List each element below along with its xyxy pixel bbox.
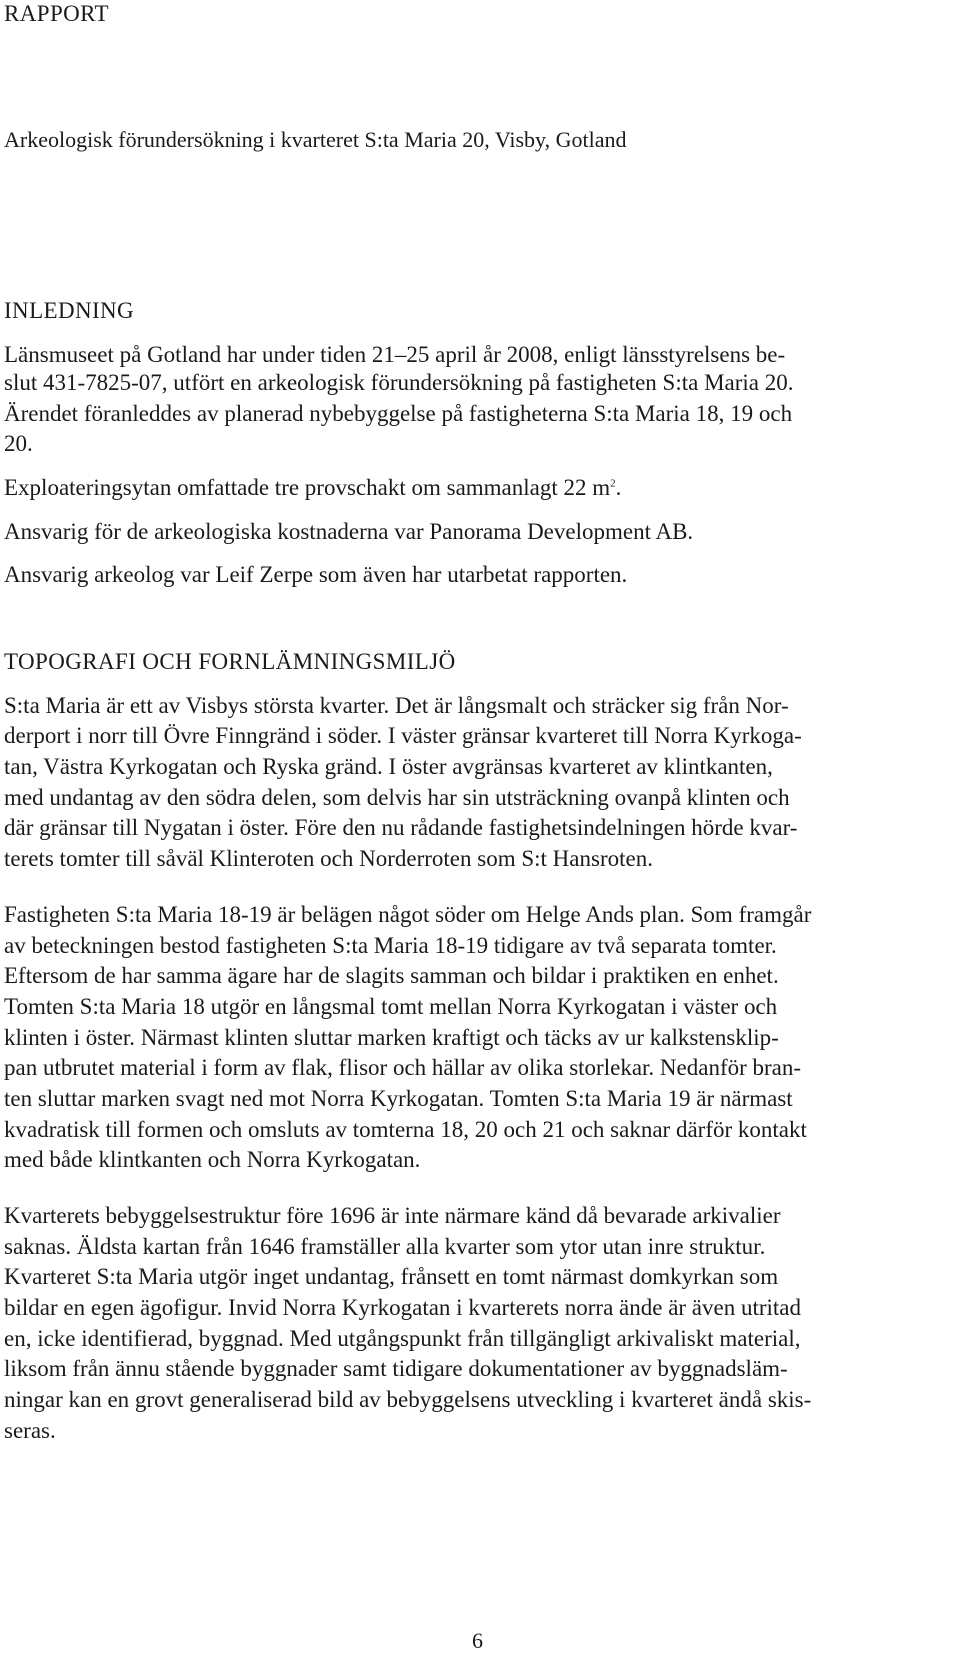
paragraph-line: ten sluttar marken svagt ned mot Norra Kyrkogatan. Tomten S:ta Maria 19 är närmast (4, 1086, 793, 1111)
paragraph-line: av beteckningen bestod fastigheten S:ta Maria 18-19 tidigare av två separata tomter. (4, 933, 777, 958)
report-label: RAPPORT (4, 1, 109, 26)
report-title: Arkeologisk förundersökning i kvarteret S:ta Maria 20, Visby, Gotland (4, 127, 627, 152)
paragraph-line: Länsmuseet på Gotland har under tiden 21–25 april år 2008, enligt länsstyrelsens be- (4, 342, 786, 367)
paragraph-line: derport i norr till Övre Finngränd i söder. I väster gränsar kvarteret till Norra Kyrkoga- (4, 723, 802, 748)
paragraph-line: Ärendet föranleddes av planerad nybebyggelse på fastigheterna S:ta Maria 18, 19 och (4, 401, 793, 426)
exploitation-text: Exploateringsytan omfattade tre provschakt om sammanlagt 22 m (4, 475, 611, 500)
paragraph-line: klinten i öster. Närmast klinten sluttar marken kraftigt och täcks av ur kalkstensklip- (4, 1025, 779, 1050)
paragraph-line: bildar en egen ägofigur. Invid Norra Kyrkogatan i kvarterets norra ände är även utritad (4, 1295, 802, 1320)
paragraph-line: kvadratisk till formen och omsluts av tomterna 18, 20 och 21 och saknar därför kontakt (4, 1117, 807, 1142)
paragraph-line: Kvarteret S:ta Maria utgör inget undantag, frånsett en tomt närmast domkyrkan som (4, 1264, 779, 1289)
paragraph-line: ningar kan en grovt generaliserad bild av bebyggelsens utveckling i kvarteret ändå skis- (4, 1387, 812, 1412)
paragraph-line: S:ta Maria är ett av Visbys största kvarter. Det är långsmalt och sträcker sig från Nor- (4, 693, 789, 718)
paragraph-line: Tomten S:ta Maria 18 utgör en långsmal tomt mellan Norra Kyrkogatan i väster och (4, 994, 778, 1019)
paragraph-line: med både klintkanten och Norra Kyrkogatan. (4, 1147, 421, 1172)
heading-inledning: INLEDNING (4, 298, 135, 323)
paragraph-line: Eftersom de har samma ägare har de slagits samman och bildar i praktiken en enhet. (4, 963, 779, 988)
paragraph-line: pan utbrutet material i form av flak, flisor och hällar av olika storlekar. Nedanför bran- (4, 1055, 802, 1080)
exploitation-superscript: 2 (610, 477, 616, 490)
paragraph-line: Kvarterets bebyggelsestruktur före 1696 är inte närmare känd då bevarade arkivalier (4, 1203, 781, 1228)
heading-topografi: TOPOGRAFI OCH FORNLÄMNINGSMILJÖ (4, 649, 456, 674)
paragraph-line: 20. (4, 431, 33, 456)
paragraph-line: liksom från ännu stående byggnader samt tidigare dokumentationer av byggnadsläm- (4, 1356, 788, 1381)
paragraph-line: saknas. Äldsta kartan från 1646 framställer alla kvarter som ytor utan inre struktur. (4, 1234, 766, 1259)
paragraph-line: Fastigheten S:ta Maria 18-19 är belägen något söder om Helge Ands plan. Som framgår (4, 902, 812, 927)
exploitation-line (4, 474, 621, 502)
paragraph-line: seras. (4, 1418, 56, 1443)
paragraph-line: terets tomter till såväl Klinteroten och Norderroten som S:t Hansroten. (4, 846, 653, 871)
costs-line: Ansvarig för de arkeologiska kostnaderna var Panorama Development AB. (4, 519, 694, 544)
paragraph-line: med undantag av den södra delen, som delvis har sin utsträckning ovanpå klinten och (4, 785, 790, 810)
paragraph-line: där gränsar till Nygatan i öster. Före den nu rådande fastighetsindelningen hörde kvar- (4, 815, 798, 840)
archaeologist-line: Ansvarig arkeolog var Leif Zerpe som även har utarbetat rapporten. (4, 562, 628, 587)
page-number: 6 (472, 1628, 483, 1653)
paragraph-line: tan, Västra Kyrkogatan och Ryska gränd. I öster avgränsas kvarteret av klintkanten, (4, 754, 773, 779)
paragraph-line: en, icke identifierad, byggnad. Med utgångspunkt från tillgängligt arkivaliskt material, (4, 1326, 801, 1351)
exploitation-end: . (615, 475, 622, 500)
paragraph-line: slut 431-7825-07, utfört en arkeologisk förundersökning på fastigheten S:ta Maria 20. (4, 370, 794, 395)
